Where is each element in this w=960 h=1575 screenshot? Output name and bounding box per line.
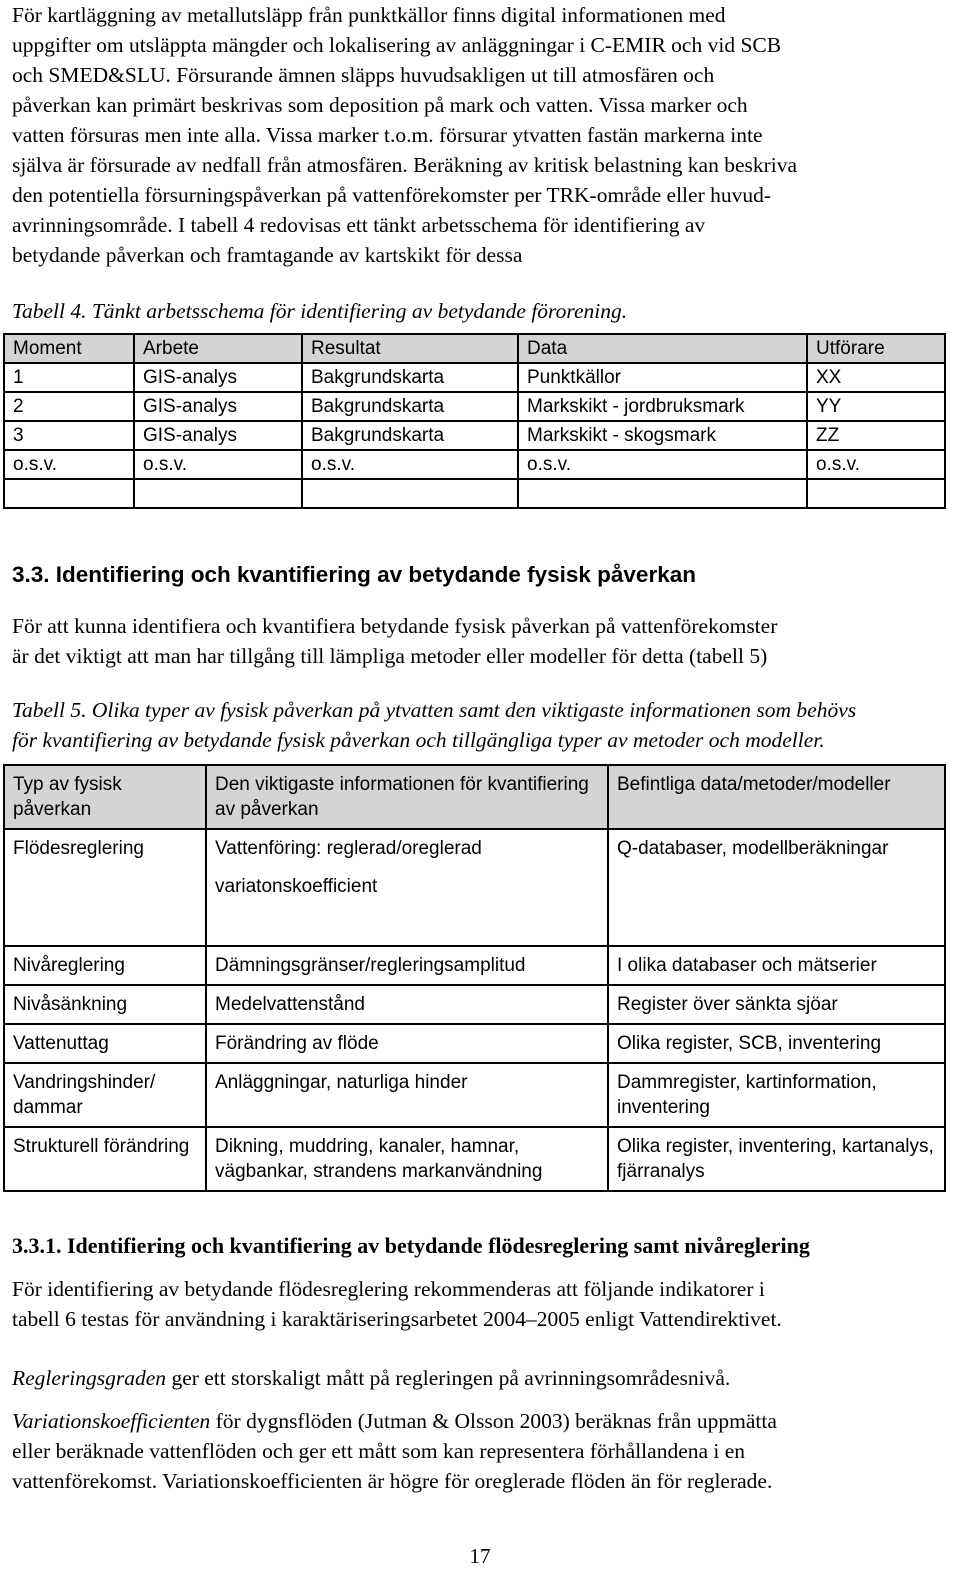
table-row bbox=[4, 985, 945, 1024]
table-row bbox=[4, 450, 945, 479]
table-cell: o.s.v. bbox=[807, 450, 945, 479]
header-cell: Arbete bbox=[134, 334, 302, 363]
text-span: för dygnsflöden (Jutman & Olsson 2003) beräknas från uppmätta bbox=[210, 1409, 777, 1433]
table-cell: XX bbox=[807, 363, 945, 392]
text-line: För kartläggning av metallutsläpp från punktkällor finns digital informationen med bbox=[12, 3, 726, 27]
header-cell: Moment bbox=[4, 334, 134, 363]
table-cell: Olika register, inventering, kartanalys, fjärranalys bbox=[608, 1127, 945, 1191]
text-line: tabell 6 testas för användning i karaktäriseringsarbetet 2004–2005 enligt Vattendirektivet. bbox=[12, 1307, 782, 1331]
header-cell: Resultat bbox=[302, 334, 518, 363]
table-cell: 2 bbox=[4, 392, 134, 421]
text-line: avrinningsområde. I tabell 4 redovisas ett tänkt arbetsschema för identifiering av bbox=[12, 213, 706, 237]
header-cell: Data bbox=[518, 334, 807, 363]
text-line: själva är försurade av nedfall från atmosfären. Beräkning av kritisk belastning kan beskriva bbox=[12, 153, 798, 177]
table-row bbox=[4, 421, 945, 450]
table-cell: Vattenuttag bbox=[4, 1024, 206, 1063]
table-cell: Dammregister, kartinformation, inventering bbox=[608, 1063, 945, 1127]
text-line: påverkan kan primärt beskrivas som deposition på mark och vatten. Vissa marker och bbox=[12, 93, 748, 117]
subsection-paragraph bbox=[12, 1274, 957, 1334]
table-cell: GIS-analys bbox=[134, 363, 302, 392]
table-cell: Markskikt - skogsmark bbox=[518, 421, 807, 450]
table-cell: Bakgrundskarta bbox=[302, 392, 518, 421]
text-line: och SMED&SLU. Försurande ämnen släpps huvudsakligen ut till atmosfären och bbox=[12, 63, 715, 87]
text-line: betydande påverkan och framtagande av kartskikt för dessa bbox=[12, 243, 523, 267]
text-line: den potentiella försurningspåverkan på vattenförekomster per TRK-område eller huvud- bbox=[12, 183, 772, 207]
table-cell: Bakgrundskarta bbox=[302, 363, 518, 392]
text-line bbox=[12, 1363, 957, 1393]
table-cell: Anläggningar, naturliga hinder bbox=[206, 1063, 608, 1127]
table-cell: Dikning, muddring, kanaler, hamnar, vägbankar, strandens markanvändning bbox=[206, 1127, 608, 1191]
table5 bbox=[3, 764, 946, 1192]
table-row bbox=[4, 363, 945, 392]
table-cell: YY bbox=[807, 392, 945, 421]
text-line: uppgifter om utsläppta mängder och lokalisering av anläggningar i C-EMIR och vid SCB bbox=[12, 33, 782, 57]
table-cell: Strukturell förändring bbox=[4, 1127, 206, 1191]
table-cell: o.s.v. bbox=[4, 450, 134, 479]
section-paragraph bbox=[12, 611, 957, 671]
intro-paragraph bbox=[12, 0, 957, 270]
table-cell: Bakgrundskarta bbox=[302, 421, 518, 450]
table4-caption: Tabell 4. Tänkt arbetsschema för identifiering av betydande förorening. bbox=[12, 299, 628, 323]
header-cell: Befintliga data/metoder/modeller bbox=[608, 765, 945, 829]
header-cell: Typ av fysisk påverkan bbox=[4, 765, 206, 829]
table-row bbox=[4, 946, 945, 985]
table-cell: Nivåsänkning bbox=[4, 985, 206, 1024]
table-cell: Vandringshinder/ dammar bbox=[4, 1063, 206, 1127]
table-cell bbox=[4, 479, 134, 508]
table-cell: o.s.v. bbox=[518, 450, 807, 479]
table-cell bbox=[134, 479, 302, 508]
table-row bbox=[4, 1024, 945, 1063]
table-header-row bbox=[4, 765, 945, 829]
table-cell: Q-databaser, modellberäkningar bbox=[608, 829, 945, 946]
table-cell: o.s.v. bbox=[302, 450, 518, 479]
table-row bbox=[4, 829, 945, 946]
section-heading: 3.3. Identifiering och kvantifiering av betydande fysisk påverkan bbox=[12, 562, 696, 587]
text-line: vatten försuras men inte alla. Vissa marker t.o.m. försurar ytvatten fastän markerna inte bbox=[12, 123, 763, 147]
table-cell: Olika register, SCB, inventering bbox=[608, 1024, 945, 1063]
table-cell: Nivåreglering bbox=[4, 946, 206, 985]
table-cell: Register över sänkta sjöar bbox=[608, 985, 945, 1024]
table-cell: Medelvattenstånd bbox=[206, 985, 608, 1024]
table-cell: 3 bbox=[4, 421, 134, 450]
table-cell: ZZ bbox=[807, 421, 945, 450]
table-row bbox=[4, 1127, 945, 1191]
subsection-heading: 3.3.1. Identifiering och kvantifiering av betydande flödesreglering samt nivåreglering bbox=[12, 1233, 810, 1258]
page-number: 17 bbox=[469, 1544, 491, 1568]
table-cell: Punktkällor bbox=[518, 363, 807, 392]
term-italic: Regleringsgraden bbox=[12, 1366, 167, 1390]
text-line bbox=[12, 1406, 957, 1436]
table-row bbox=[4, 392, 945, 421]
table-cell: GIS-analys bbox=[134, 392, 302, 421]
regleringsgraden-paragraph bbox=[12, 1363, 957, 1393]
cell-line: variatonskoefficient bbox=[215, 876, 378, 897]
table5-caption bbox=[12, 695, 957, 755]
table-cell: Dämningsgränser/regleringsamplitud bbox=[206, 946, 608, 985]
caption-line: Tabell 5. Olika typer av fysisk påverkan på ytvatten samt den viktigaste informationen som behövs bbox=[12, 698, 857, 722]
table-cell: o.s.v. bbox=[134, 450, 302, 479]
table-cell: 1 bbox=[4, 363, 134, 392]
text-line: För identifiering av betydande flödesreglering rekommenderas att följande indikatorer i bbox=[12, 1277, 765, 1301]
table-cell bbox=[807, 479, 945, 508]
table-header-row bbox=[4, 334, 945, 363]
table4 bbox=[3, 333, 946, 509]
term-italic: Variationskoefficienten bbox=[12, 1409, 211, 1433]
table-cell: GIS-analys bbox=[134, 421, 302, 450]
caption-line: för kvantifiering av betydande fysisk påverkan och tillgängliga typer av metoder och modeller. bbox=[12, 728, 825, 752]
header-cell: Utförare bbox=[807, 334, 945, 363]
table-row bbox=[4, 1063, 945, 1127]
text-line: är det viktigt att man har tillgång till lämpliga metoder eller modeller för detta (tabell 5) bbox=[12, 644, 768, 668]
text-line: vattenförekomst. Variationskoefficienten är högre för oreglerade flöden än för reglerade. bbox=[12, 1469, 773, 1493]
variationskoefficienten-paragraph bbox=[12, 1406, 957, 1496]
text-span: ger ett storskaligt mått på regleringen på avrinningsområdesnivå. bbox=[166, 1366, 731, 1390]
table-cell bbox=[206, 829, 608, 946]
table-cell: Flödesreglering bbox=[4, 829, 206, 946]
table-cell: I olika databaser och mätserier bbox=[608, 946, 945, 985]
table-cell: Markskikt - jordbruksmark bbox=[518, 392, 807, 421]
table-row-empty bbox=[4, 479, 945, 508]
table-cell: Förändring av flöde bbox=[206, 1024, 608, 1063]
header-cell: Den viktigaste informationen för kvantifiering av påverkan bbox=[206, 765, 608, 829]
table-cell bbox=[302, 479, 518, 508]
table-cell bbox=[518, 479, 807, 508]
text-line: För att kunna identifiera och kvantifiera betydande fysisk påverkan på vattenförekomster bbox=[12, 614, 778, 638]
cell-line: Vattenföring: reglerad/oreglerad bbox=[215, 838, 482, 859]
text-line: eller beräknade vattenflöden och ger ett mått som kan representera förhållandena i en bbox=[12, 1439, 746, 1463]
